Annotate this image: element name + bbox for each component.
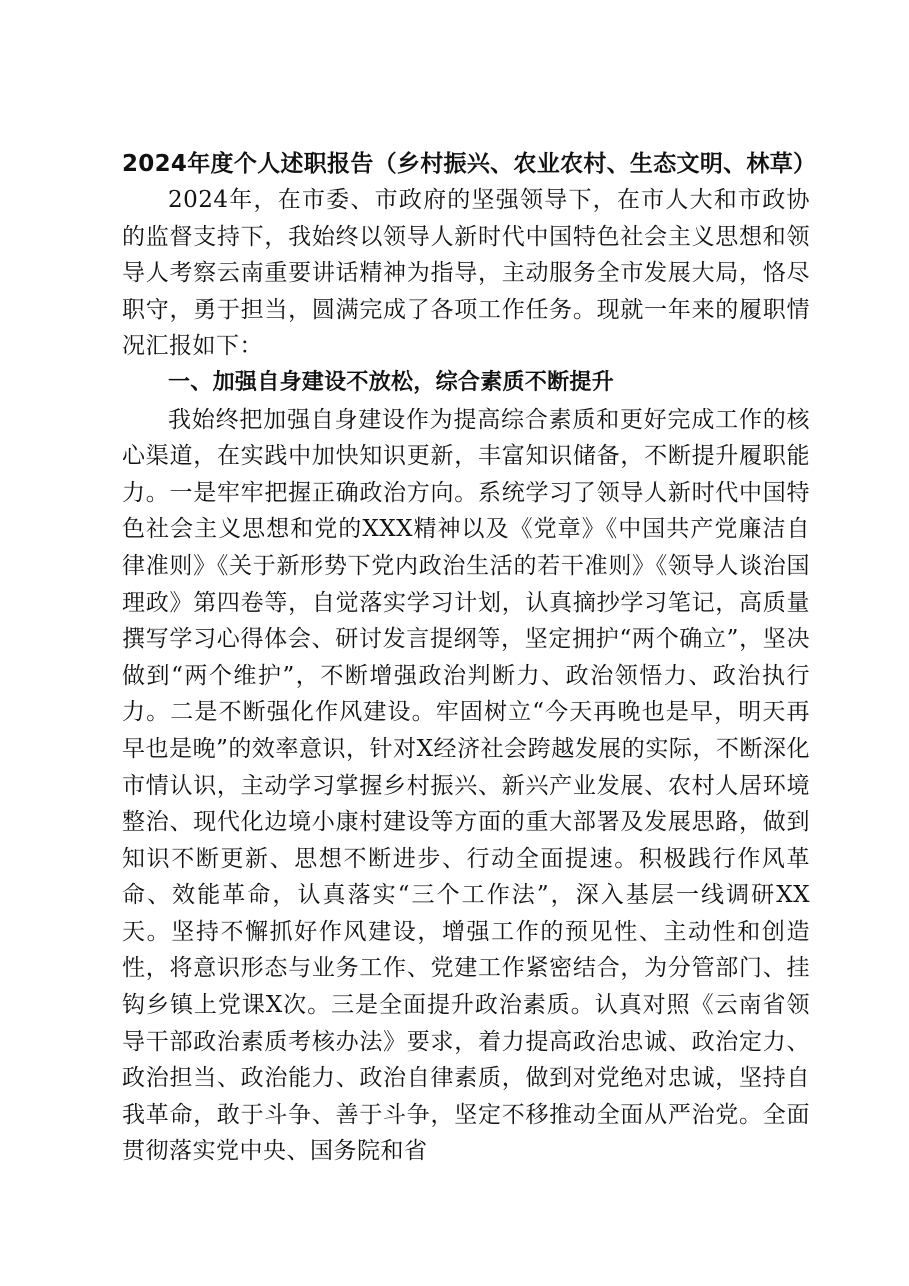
section-1-paragraph: 我始终把加强自身建设作为提高综合素质和更好完成工作的核心渠道，在实践中加快知识更新，丰富知识储备，不断提升履职能力。一是牢牢把握正确政治方向。系统学习了领导人新时代中国特色社会主义思想和党的XXX精神以及《党章》《中国共产党廉洁自律准则》《关于新形势下党内政治生活的若干准则》《领导人谈治国理政》第四卷等，自觉落实学习计划，认真摘抄学习笔记，高质量撰写学习心得体会、研讨发言提纲等，坚定拥护“两个确立”，坚决做到“两个维护”，不断增强政治判断力、政治领悟力、政治执行力。二是不断强化作风建设。牢固树立“今天再晚也是早，明天再早也是晚”的效率意识，针对X经济社会跨越发展的实际，不断深化市情认识，主动学习掌握乡村振兴、新兴产业发展、农村人居环境整治、现代化边境小康村建设等方面的重大部署及发展思路，做到知识不断更新、思想不断进步、行动全面提速。积极践行作风革命、效能革命，认真落实“三个工作法”，深入基层一线调研XX天。坚持不懈抓好作风建设，增强工作的预见性、主动性和创造性，将意识形态与业务工作、党建工作紧密结合，为分管部门、挂钩乡镇上党课X次。三是全面提升政治素质。认真对照《云南省领导干部政治素质考核办法》要求，着力提高政治忠诚、政治定力、政治担当、政治能力、政治自律素质，做到对党绝对忠诚，坚持自我革命，敢于斗争、善于斗争，坚定不移推动全面从严治党。全面贯彻落实党中央、国务院和省 [122,406,810,1165]
document-content [122,146,817,1170]
section-1-heading: 一、加强自身建设不放松，综合素质不断提升 [168,369,615,395]
intro-paragraph: 2024年，在市委、市政府的坚强领导下，在市人大和市政协的监督支持下，我始终以领导人新时代中国特色社会主义思想和领导人考察云南重要讲话精神为指导，主动服务全市发展大局，恪尽职守，勇于担当，圆满完成了各项工作任务。现就一年来的履职情况汇报如下： [122,187,810,360]
document-title: 2024年度个人述职报告（乡村振兴、农业农村、生态文明、林草） [122,151,817,177]
